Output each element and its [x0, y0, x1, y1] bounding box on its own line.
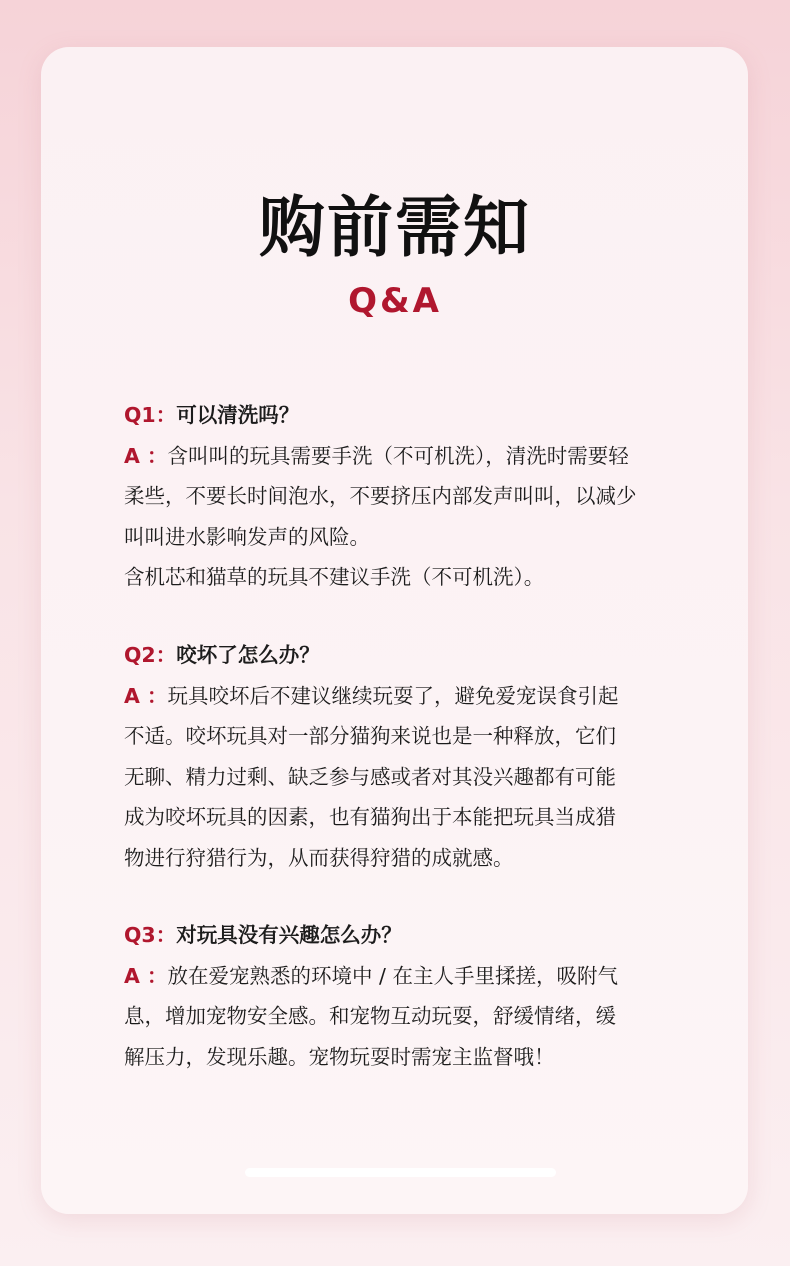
question-text: 可以清洗吗？ [176, 403, 300, 427]
answer-text: 含叫叫的玩具需要手洗（不可机洗），清洗时需要轻 [167, 443, 629, 468]
question-3 [124, 915, 669, 956]
answer-line: 柔些，不要长时间泡水，不要挤压内部发声叫叫，以减少 [124, 484, 637, 508]
answer-line [124, 956, 669, 997]
question-2 [124, 635, 669, 676]
answer-line: 解压力，发现乐趣。宠物玩耍时需宠主监督哦！ [124, 1044, 555, 1069]
answer-line: 物进行狩猎行为，从而获得狩猎的成就感。 [124, 845, 514, 870]
answer-line [124, 436, 669, 477]
answer-line: 叫叫进水影响发声的风险。 [124, 524, 370, 549]
question-tag: Q1： [124, 403, 177, 427]
qa-block-3 [124, 915, 669, 1077]
question-text: 对玩具没有兴趣怎么办？ [176, 923, 402, 947]
answer-text: 放在爱宠熟悉的环境中 / 在主人手里揉搓，吸附气 [167, 963, 618, 988]
question-1 [124, 395, 669, 436]
answer-line: 无聊、精力过剩、缺乏参与感或者对其没兴趣都有可能 [124, 764, 616, 789]
answer-line: 成为咬坏玩具的因素，也有猫狗出于本能把玩具当成猎 [124, 805, 616, 829]
qa-block-2 [124, 635, 669, 878]
answer-tag: A ： [124, 963, 168, 988]
answer-tag: A ： [124, 683, 168, 708]
answer-line: 含机芯和猫草的玩具不建议手洗（不可机洗）。 [124, 565, 545, 589]
answer-tag: A ： [124, 443, 168, 468]
question-text: 咬坏了怎么办？ [176, 643, 320, 667]
answer-line: 息，增加宠物安全感。和宠物互动玩耍，舒缓情绪，缓 [124, 1004, 616, 1028]
question-tag: Q3： [124, 923, 177, 947]
qa-block-1 [124, 395, 669, 598]
answer-line [124, 676, 669, 717]
decorative-bar [245, 1168, 556, 1177]
question-tag: Q2： [124, 643, 177, 667]
answer-line: 不适。咬坏玩具对一部分猫狗来说也是一种释放，它们 [124, 724, 616, 748]
answer-text: 玩具咬坏后不建议继续玩耍了，避免爱宠误食引起 [167, 683, 619, 708]
page-title: 购前需知 [259, 189, 531, 266]
page-subtitle: Q&A [348, 281, 442, 321]
